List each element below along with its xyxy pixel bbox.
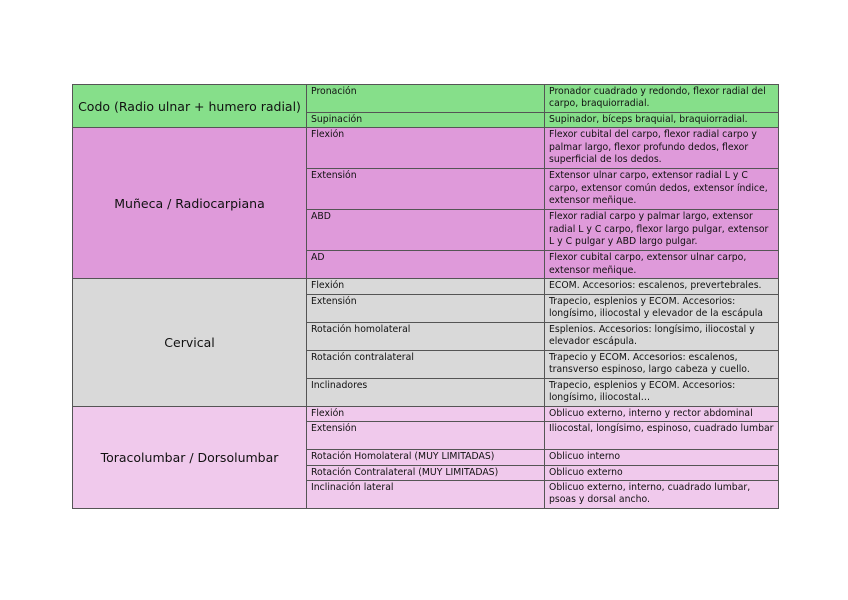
movement-cell: Extensión — [307, 169, 545, 210]
muscles-cell: Oblicuo externo, interno y rector abdominal — [545, 406, 779, 421]
muscles-cell: Flexor cubital carpo, extensor ulnar carpo, extensor meñique. — [545, 251, 779, 279]
group-toracolumbar — [73, 406, 779, 508]
muscles-cell: Iliocostal, longísimo, espinoso, cuadrado lumbar — [545, 422, 779, 450]
movement-cell: ABD — [307, 210, 545, 251]
table-row — [73, 85, 779, 113]
muscles-cell: Oblicuo externo — [545, 465, 779, 480]
joint-cell: Toracolumbar / Dorsolumbar — [73, 406, 307, 508]
muscles-cell: Esplenios. Accesorios: longísimo, iliocostal y elevador escápula. — [545, 322, 779, 350]
group-codo — [73, 85, 779, 128]
movement-cell: Rotación Homolateral (MUY LIMITADAS) — [307, 450, 545, 465]
movement-cell: Flexión — [307, 128, 545, 169]
joint-cell: Cervical — [73, 279, 307, 406]
muscles-cell: Pronador cuadrado y redondo, flexor radial del carpo, braquiorradial. — [545, 85, 779, 113]
movement-cell: Flexión — [307, 406, 545, 421]
joint-movement-muscle-table — [72, 84, 779, 509]
table-row — [73, 406, 779, 421]
movement-cell: AD — [307, 251, 545, 279]
muscles-cell: Extensor ulnar carpo, extensor radial L y C carpo, extensor común dedos, extensor índice, extensor meñique. — [545, 169, 779, 210]
movement-cell: Extensión — [307, 422, 545, 450]
movement-cell: Inclinadores — [307, 378, 545, 406]
group-cervical — [73, 279, 779, 406]
movement-cell: Pronación — [307, 85, 545, 113]
muscles-cell: ECOM. Accesorios: escalenos, prevertebrales. — [545, 279, 779, 294]
muscles-cell: Flexor radial carpo y palmar largo, extensor radial L y C carpo, flexor largo pulgar, extensor L y C pulgar y ABD largo pulgar. — [545, 210, 779, 251]
muscles-cell: Trapecio y ECOM. Accesorios: escalenos, transverso espinoso, largo cabeza y cuello. — [545, 350, 779, 378]
muscles-cell: Oblicuo externo, interno, cuadrado lumbar, psoas y dorsal ancho. — [545, 481, 779, 509]
movement-cell: Rotación homolateral — [307, 322, 545, 350]
movement-cell: Flexión — [307, 279, 545, 294]
movement-cell: Extensión — [307, 294, 545, 322]
joint-cell: Codo (Radio ulnar + humero radial) — [73, 85, 307, 128]
movement-cell: Rotación contralateral — [307, 350, 545, 378]
muscles-cell: Trapecio, esplenios y ECOM. Accesorios: longísimo, iliocostal y elevador de la escápula — [545, 294, 779, 322]
movement-cell: Inclinación lateral — [307, 481, 545, 509]
muscles-cell: Trapecio, esplenios y ECOM. Accesorios: longísimo, iliocostal… — [545, 378, 779, 406]
table-row — [73, 279, 779, 294]
muscles-cell: Oblicuo interno — [545, 450, 779, 465]
table-row — [73, 128, 779, 169]
movement-cell: Rotación Contralateral (MUY LIMITADAS) — [307, 465, 545, 480]
group-muneca — [73, 128, 779, 279]
muscles-cell: Supinador, bíceps braquial, braquiorradial. — [545, 113, 779, 128]
movement-cell: Supinación — [307, 113, 545, 128]
muscles-cell: Flexor cubital del carpo, flexor radial carpo y palmar largo, flexor profundo dedos, flexor superficial de los dedos. — [545, 128, 779, 169]
joint-cell: Muñeca / Radiocarpiana — [73, 128, 307, 279]
